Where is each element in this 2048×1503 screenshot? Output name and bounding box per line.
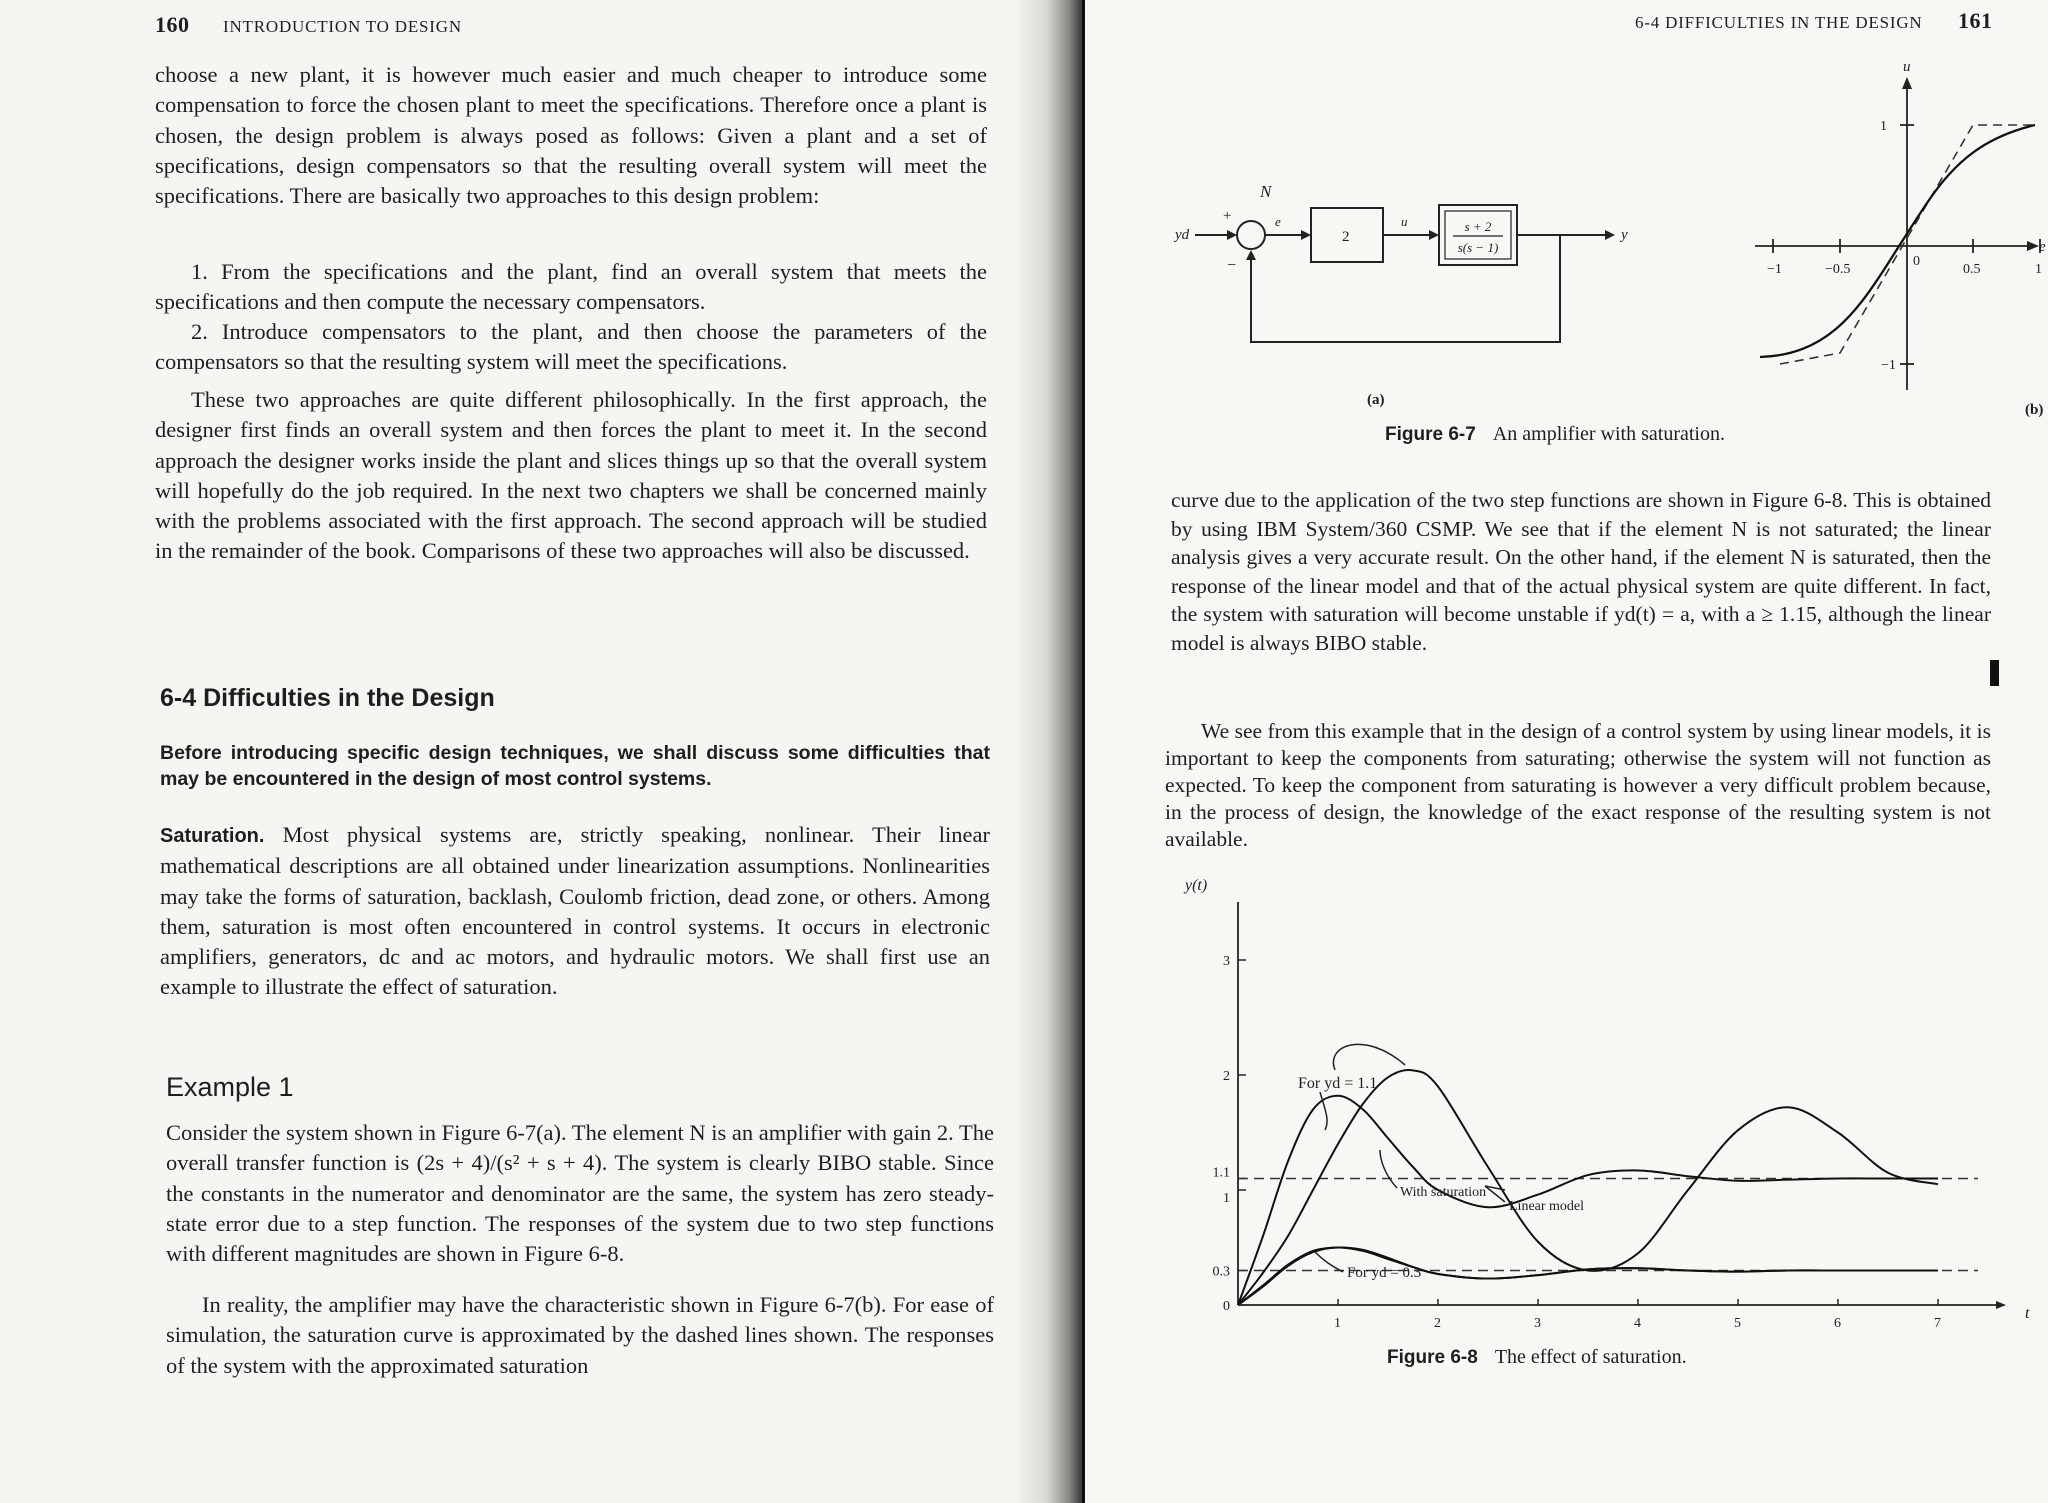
plus-sign: + — [1223, 208, 1232, 224]
list-item-1: 1. From the specifications and the plant, find an overall system that meets the specifications and then compute the necessary compensators. — [155, 259, 987, 315]
sat-e-label-zero: 0 — [1913, 254, 1920, 269]
series-line-4 — [1238, 1247, 1938, 1305]
right-paragraph-1: curve due to the application of the two step functions are shown in Figure 6-8. This is obtained by using IBM System/360 CSMP. We see that if the element N is not saturated; the linear analysis gives a very accurate result. On the other hand, if the element N is saturated, then the response of the linear model and that of the actual physical system are quite different. In fact, the system with saturation will become unstable if yd(t) = a, with a ≥ 1.15, although the linear model is always BIBO stable. — [1171, 488, 1991, 655]
x-tick-label: 5 — [1734, 1316, 1741, 1331]
chart-x-axis-label: t — [2025, 1305, 2030, 1322]
figure-6-8-chart — [1155, 870, 2035, 1330]
plant-block — [1439, 205, 1517, 265]
section-heading: 6-4 Difficulties in the Design — [160, 684, 495, 712]
control-arrowhead — [1429, 230, 1439, 240]
sat-label-pos1: 1 — [1880, 119, 1887, 134]
example-paragraph-1: Consider the system shown in Figure 6-7(a). The element N is an amplifier with gain 2. The overall transfer function is (2s + 4)/(s² + s + 4). The system is clearly BIBO stable. Since the constants in the numerator and denominator are the same, the system has zero steady-state error due to a step function. The responses of the system due to two step functions with different magnitudes are shown in Figure 6-8. — [166, 1120, 994, 1267]
minus-sign: − — [1227, 257, 1237, 274]
x-tick-label: 4 — [1634, 1316, 1641, 1331]
figure-6-7b-saturation — [1655, 55, 2046, 418]
input-label: yd — [1175, 227, 1190, 243]
block-n-label: N — [1260, 182, 1272, 201]
feedback-arrowhead — [1246, 250, 1256, 260]
figure-6-7-caption-label: Figure 6-7 — [1385, 424, 1476, 445]
running-head-left — [155, 12, 462, 38]
series-line-3 — [1238, 1247, 1938, 1305]
sat-axis-u: u — [1903, 59, 1911, 75]
figure-6-8-caption-text: The effect of saturation. — [1494, 1346, 1687, 1368]
error-arrowhead — [1301, 230, 1311, 240]
sat-e-label-neg05: −0.5 — [1825, 262, 1851, 277]
example-paragraph-2: In reality, the amplifier may have the characteristic shown in Figure 6-7(b). For ease of simulation, the saturation curve is approximated by the dashed lines shown. The responses of the system with the approximated saturation — [166, 1292, 994, 1378]
sat-label-neg1: −1 — [1881, 358, 1896, 373]
end-of-example-mark — [1990, 660, 1999, 686]
annotation-linear-model: Linear model — [1509, 1199, 1585, 1214]
chart-y-axis-label: y(t) — [1185, 877, 1208, 894]
y-tick-label: 1.1 — [1212, 1165, 1230, 1181]
leader-for-yd-0-3 — [1315, 1252, 1343, 1272]
y-tick-label: 0.3 — [1212, 1264, 1230, 1280]
x-tick-label: 6 — [1834, 1316, 1841, 1331]
running-head-title-left: INTRODUCTION TO DESIGN — [223, 17, 462, 36]
running-head-title-right: 6-4 DIFFICULTIES IN THE DESIGN — [1635, 13, 1923, 32]
leader-for-yd-1-1 — [1333, 1044, 1405, 1070]
right-paragraph-2: We see from this example that in the design of a control system by using linear models, it is important to keep the components from saturating; otherwise the system will not function as expected. To keep the component from saturating is however a very difficult problem because, in the process of design, the knowledge of the exact response of the resulting system is not available. — [1165, 719, 1991, 851]
x-tick-label: 2 — [1434, 1316, 1441, 1331]
figure-6-7a-block-diagram — [1165, 170, 1715, 410]
sat-horizontal-arrowhead — [2027, 241, 2039, 251]
y-tick-label: 1 — [1223, 1191, 1230, 1206]
control-label: u — [1401, 214, 1408, 229]
x-tick-label: 7 — [1934, 1316, 1941, 1331]
figure-6-8-caption-label: Figure 6-8 — [1387, 1347, 1478, 1368]
annotation-with-saturation — [1400, 1185, 1486, 1200]
x-tick-label: 3 — [1534, 1316, 1541, 1331]
input-arrowhead — [1227, 230, 1237, 240]
x-axis-arrowhead — [1996, 1301, 2006, 1309]
error-label: e — [1275, 214, 1281, 229]
saturation-paragraph — [160, 820, 990, 1003]
sat-e-label-pos1: 1 — [2035, 262, 2042, 277]
leader-with-saturation — [1380, 1150, 1397, 1188]
page-number-left: 160 — [155, 12, 190, 37]
figure-6-7-caption — [1385, 423, 1725, 446]
series-line-1 — [1238, 1096, 1938, 1305]
figure-6-7-caption-text: An amplifier with saturation. — [1492, 423, 1725, 445]
gain-value: 2 — [1342, 229, 1350, 245]
output-arrowhead — [1605, 230, 1615, 240]
section-intro: Before introducing specific design techniques, we shall discuss some difficulties that may be encountered in the design of most control systems. — [160, 742, 990, 790]
annotation-with-saturation-text: With saturation — [1400, 1185, 1487, 1200]
annotation-for-yd-1-1: For yd = 1.1 — [1298, 1075, 1378, 1092]
subfigure-a-label: (a) — [1367, 392, 1385, 408]
book-gutter — [1018, 0, 1090, 1503]
figure-6-8-caption — [1387, 1346, 1687, 1369]
saturation-text: Most physical systems are, strictly speaking, nonlinear. Their linear mathematical descriptions are all obtained under linearization assumptions. Nonlinearities may take the forms of saturation, backlash, Coulomb friction, dead zone, or others. Among them, saturation is most often encountered in control systems. It occurs in electronic amplifiers, generators, dc and ac motors, and hydraulic motors. We shall first use an example to illustrate the effect of saturation. — [160, 822, 991, 1000]
list-item-2: 2. Introduce compensators to the plant, and then choose the parameters of the compensators so that the resulting system will meet the specifications. — [155, 319, 987, 375]
sat-axis-e: e — [2039, 239, 2046, 255]
plant-numerator: s + 2 — [1464, 219, 1492, 234]
y-tick-label: 3 — [1223, 954, 1230, 969]
saturation-label: Saturation. — [160, 825, 265, 847]
page-number-right: 161 — [1958, 8, 1993, 33]
plant-denominator: s(s − 1) — [1457, 240, 1499, 255]
feedback-path — [1251, 235, 1560, 342]
y-tick-label: 2 — [1223, 1069, 1230, 1084]
sat-vertical-arrowhead — [1902, 77, 1912, 89]
intro-paragraph: choose a new plant, it is however much easier and much cheaper to introduce some compensation to force the chosen plant to meet the specifications. Therefore once a plant is chosen, the design problem is always posed as follows: Given a plant and a set of specifications, design compensators so that the resulting overall system will meet the specifications. There are basically two approaches to this design problem: — [155, 62, 987, 209]
approaches-paragraph: These two approaches are quite different philosophically. In the first approach, the designer first finds an overall system and then forces the plant to meet it. In the second approach the designer works inside the plant and slices things up so that the overall system will hopefully do the job required. In the next two chapters we shall be concerned mainly with the problems associated with the first approach. The second approach will be studied in the remainder of the book. Comparisons of these two approaches will also be discussed. — [155, 387, 987, 564]
sat-curve — [1760, 125, 2035, 357]
example-heading: Example 1 — [166, 1072, 294, 1102]
summing-junction — [1237, 221, 1265, 249]
subfigure-b-label: (b) — [2025, 402, 2044, 418]
output-label: y — [1621, 227, 1628, 243]
x-tick-label: 1 — [1334, 1316, 1341, 1331]
sat-e-label-neg1: −1 — [1767, 262, 1782, 277]
running-head-right — [1635, 8, 1993, 34]
right-page — [1085, 0, 2048, 1503]
annotation-for-yd-0-3: For yd = 0.3 — [1347, 1265, 1422, 1281]
y-tick-label: 0 — [1223, 1299, 1230, 1314]
sat-e-label-pos05: 0.5 — [1963, 262, 1981, 277]
chart-ticks — [1213, 954, 1942, 1331]
